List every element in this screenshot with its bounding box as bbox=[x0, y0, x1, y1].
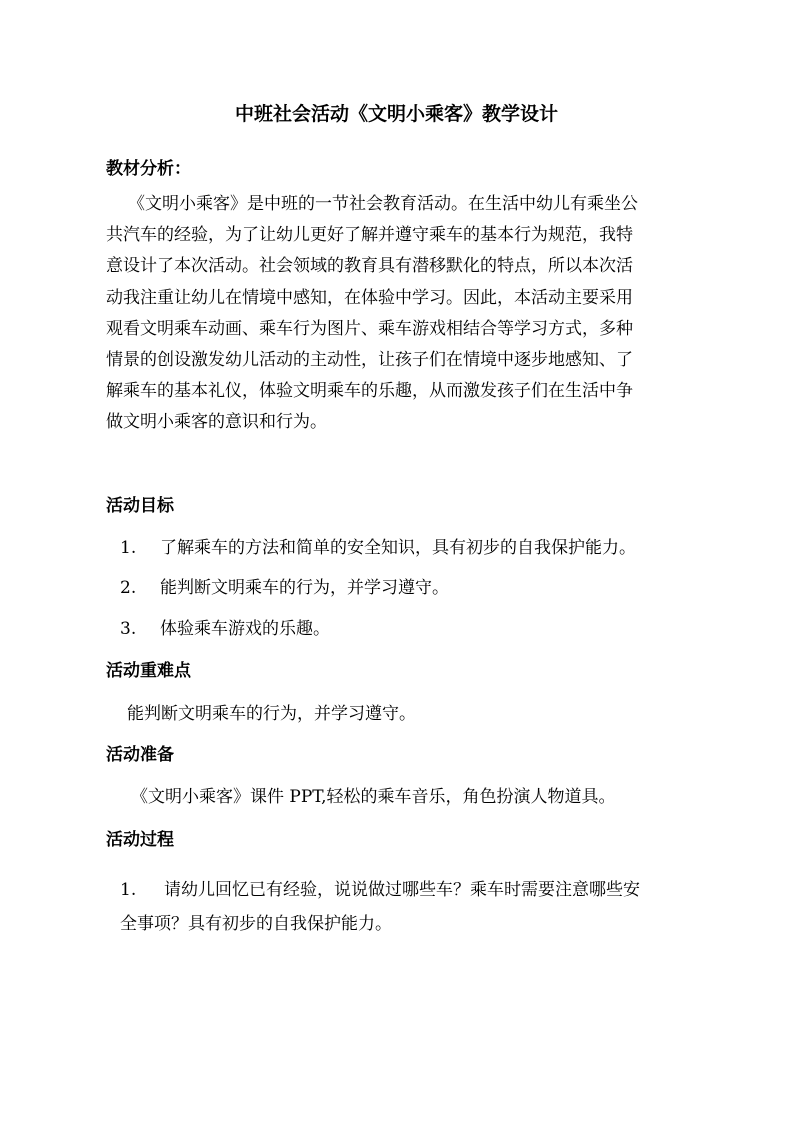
analysis-paragraph bbox=[106, 189, 696, 439]
goal-text: 能判断文明乘车的行为，并学习遵守。 bbox=[160, 578, 449, 598]
preparation-text: 《文明小乘客》课件 PPT,轻松的乘车音乐，角色扮演人物道具。 bbox=[131, 787, 616, 807]
analysis-line: 观看文明乘车动画、乘车行为图片、乘车游戏相结合等学习方式，多种 bbox=[106, 318, 633, 339]
analysis-line: 共汽车的经验，为了让幼儿更好了解并遵守乘车的基本行为规范，我特 bbox=[106, 225, 633, 246]
goal-number: 1. bbox=[120, 538, 137, 558]
analysis-line: 《文明小乘客》是中班的一节社会教育活动。在生活中幼儿有乘坐公 bbox=[128, 194, 638, 214]
goal-text: 体验乘车游戏的乐趣。 bbox=[160, 619, 330, 639]
analysis-line: 解乘车的基本礼仪，体验文明乘车的乐趣，从而激发孩子们在生活中争 bbox=[106, 381, 633, 402]
goal-item bbox=[120, 575, 449, 601]
analysis-line: 动我注重让幼儿在情境中感知，在体验中学习。因此，本活动主要采用 bbox=[106, 287, 633, 308]
goal-number: 2. bbox=[120, 578, 137, 598]
document-title: 中班社会活动《文明小乘客》教学设计 bbox=[234, 103, 558, 125]
process-text-line1: 请幼儿回忆已有经验，说说做过哪些车？乘车时需要注意哪些安 bbox=[164, 880, 640, 900]
section-heading-process: 活动过程 bbox=[106, 830, 174, 850]
goal-number: 3. bbox=[120, 619, 137, 639]
goal-item bbox=[120, 535, 636, 561]
analysis-line: 情景的创设激发幼儿活动的主动性，让孩子们在情境中逐步地感知、了 bbox=[106, 349, 633, 370]
analysis-line: 做文明小乘客的意识和行为。 bbox=[106, 412, 327, 433]
section-heading-goals: 活动目标 bbox=[106, 496, 174, 516]
goal-item bbox=[120, 616, 330, 642]
section-heading-keypoints: 活动重难点 bbox=[106, 661, 191, 681]
analysis-line: 意设计了本次活动。社会领域的教育具有潜移默化的特点，所以本次活 bbox=[106, 256, 633, 277]
section-heading-analysis: 教材分析： bbox=[106, 159, 191, 179]
process-text-line2: 全事项？具有初步的自我保护能力。 bbox=[120, 914, 392, 934]
keypoints-text: 能判断文明乘车的行为，并学习遵守。 bbox=[127, 704, 416, 724]
section-heading-preparation: 活动准备 bbox=[106, 745, 174, 765]
process-item bbox=[120, 873, 640, 941]
goal-text: 了解乘车的方法和简单的安全知识，具有初步的自我保护能力。 bbox=[160, 538, 636, 558]
process-number: 1. bbox=[120, 880, 137, 900]
